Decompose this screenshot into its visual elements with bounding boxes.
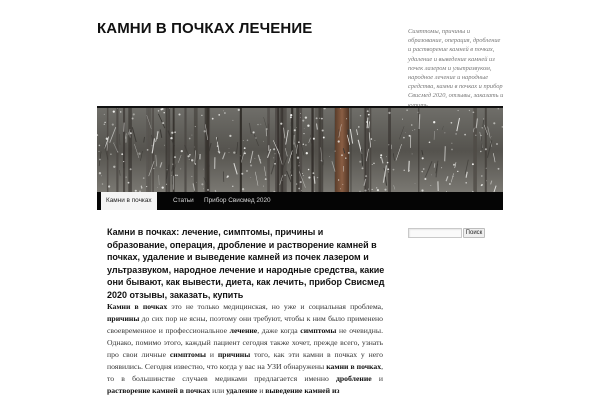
snowy-forest-image: [97, 108, 503, 194]
post-text: , то в большинстве случаев медиками предлагается именно: [107, 362, 383, 384]
nav-item-articles[interactable]: Статьи: [173, 197, 194, 204]
post-keyword: камни в почках: [326, 362, 382, 372]
post-keyword: симптомы: [169, 350, 206, 360]
post-keyword: Камни в почках: [107, 302, 168, 311]
header-banner-image: [97, 106, 503, 194]
nav-item-device[interactable]: Прибор Свисмед 2020: [204, 197, 271, 204]
post-text: и: [206, 350, 218, 360]
nav-item-kidney-stones[interactable]: Камни в почках: [101, 192, 157, 210]
post-text: или: [210, 386, 227, 396]
post-keyword: симптомы: [300, 326, 337, 336]
post-text: это не только медицинская, но уже и социальная проблема,: [167, 302, 383, 311]
post-title[interactable]: Камни в почках: лечение, симптомы, причины и образование, операция, дробление и растворение камней в почках, удаление и выведение камней из почек лазером и ультразвуком, народное лечение и народные средства, какие они бывают, как вывести, диета, как лечить, прибор Свисмед 2020 отзывы, заказать, купить: [107, 227, 385, 300]
post-keyword: лечение: [229, 326, 258, 336]
site-title[interactable]: КАМНИ В ПОЧКАХ ЛЕЧЕНИЕ: [97, 20, 313, 37]
post-keyword: дробление: [336, 374, 372, 384]
post-keyword: причины: [217, 350, 251, 360]
search-input[interactable]: [408, 228, 462, 238]
main-navigation: [97, 192, 503, 210]
post-keyword: растворение камней в почках: [107, 386, 211, 396]
post-text: того, как эти камни в почках у него появились. Сегодня известно, что когда у вас на УЗИ обнаружены: [107, 350, 383, 372]
post-keyword: удаление: [226, 386, 258, 396]
search-button[interactable]: Поиск: [463, 228, 485, 238]
post-text: не очевидны. Однако, помимо этого, каждый пациент сегодня также хочет, прежде всего, узнать про свои личные: [107, 326, 383, 360]
post-text: до сих пор не ясны, поэтому они требуют, чтобы к ним было применено своевременное и профессиональное: [107, 314, 383, 336]
post-text: и: [257, 386, 266, 396]
post-text: , даже когда: [257, 326, 301, 336]
site-description: Симптомы, причины и образование, операция, дробление и растворение камней в почках, удаление и выведение камней из почек лазером и ультразвуком, народное лечение и народные средства, камни в почках и прибор Свисмед 2020, отзывы, заказать и: [408, 28, 504, 100]
post-keyword: выведение камней из: [265, 386, 340, 396]
post-keyword: причины: [107, 314, 140, 324]
post-text: и: [371, 374, 383, 384]
post-body: [107, 301, 383, 397]
